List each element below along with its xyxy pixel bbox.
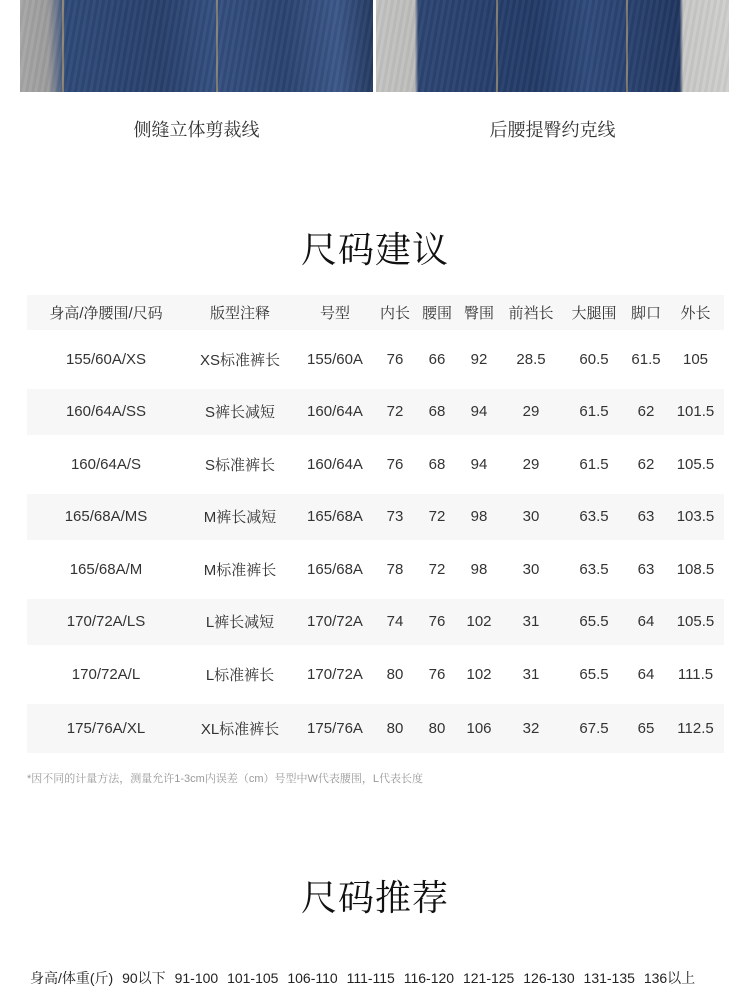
- table-cell: 80: [375, 648, 415, 701]
- column-header: 大腿围: [563, 295, 625, 333]
- table-cell: 62: [625, 386, 667, 439]
- table-cell: 74: [375, 596, 415, 649]
- column-header: 121-125: [462, 970, 515, 986]
- table-cell: 170/72A: [295, 648, 375, 701]
- column-header: 外长: [667, 295, 724, 333]
- table-cell: 29: [499, 438, 563, 491]
- table-cell: 30: [499, 491, 563, 544]
- table-cell: 72: [375, 386, 415, 439]
- table-cell: S标准裤长: [185, 438, 295, 491]
- table-row: [27, 438, 724, 491]
- table-cell: 111.5: [667, 648, 724, 701]
- table-cell: 63.5: [563, 491, 625, 544]
- table-cell: 28.5: [499, 333, 563, 386]
- table-cell: 78: [375, 543, 415, 596]
- table-cell: 92: [459, 333, 499, 386]
- table-cell: 106: [459, 701, 499, 754]
- column-header: 101-105: [227, 970, 279, 986]
- size-chart-table: [27, 295, 724, 753]
- table-cell: 65.5: [563, 596, 625, 649]
- table-cell: 160/64A: [295, 438, 375, 491]
- table-cell: 170/72A: [295, 596, 375, 649]
- table-cell: 175/76A/XL: [27, 701, 185, 754]
- table-cell: 64: [625, 596, 667, 649]
- table-cell: 94: [459, 386, 499, 439]
- table-cell: 98: [459, 543, 499, 596]
- table-cell: 105: [667, 333, 724, 386]
- column-header: 腰围: [415, 295, 459, 333]
- table-cell: 165/68A: [295, 491, 375, 544]
- table-cell: 63.5: [563, 543, 625, 596]
- column-header: 91-100: [174, 970, 219, 986]
- table-cell: 76: [415, 596, 459, 649]
- denim-texture: [20, 0, 373, 92]
- photo-caption-left: 侧缝立体剪裁线: [133, 120, 260, 140]
- column-header: 内长: [375, 295, 415, 333]
- photo-caption-right: 后腰提臀约克线: [489, 120, 616, 140]
- table-cell: 165/68A/MS: [27, 491, 185, 544]
- table-cell: 103.5: [667, 491, 724, 544]
- column-header: 版型注释: [185, 295, 295, 333]
- table-cell: 32: [499, 701, 563, 754]
- table-cell: 102: [459, 596, 499, 649]
- column-header: 身高/体重(斤): [30, 970, 114, 986]
- measurement-note: *因不同的计量方法，测量允许1-3cm内误差（cm）号型中W代表腰围，L代表长度: [27, 773, 424, 785]
- table-cell: 76: [375, 438, 415, 491]
- table-cell: 63: [625, 491, 667, 544]
- table-cell: 170/72A/L: [27, 648, 185, 701]
- table-cell: 170/72A/LS: [27, 596, 185, 649]
- table-cell: 105.5: [667, 438, 724, 491]
- table-cell: 80: [415, 701, 459, 754]
- column-header: 126-130: [523, 970, 575, 986]
- table-cell: 60.5: [563, 333, 625, 386]
- table-cell: 165/68A/M: [27, 543, 185, 596]
- table-cell: 68: [415, 386, 459, 439]
- table-row: [27, 333, 724, 386]
- column-header: 号型: [295, 295, 375, 333]
- table-cell: 108.5: [667, 543, 724, 596]
- table-cell: XL标准裤长: [185, 701, 295, 754]
- back-yoke-photo: [376, 0, 729, 92]
- column-header: 臀围: [459, 295, 499, 333]
- table-cell: 63: [625, 543, 667, 596]
- table-cell: 65.5: [563, 648, 625, 701]
- table-row: [27, 701, 724, 754]
- table-cell: 165/68A: [295, 543, 375, 596]
- table-cell: 72: [415, 491, 459, 544]
- table-cell: 102: [459, 648, 499, 701]
- denim-texture: [376, 0, 729, 92]
- table-cell: 155/60A: [295, 333, 375, 386]
- size-chart-header-row: [27, 295, 724, 333]
- table-row: [27, 648, 724, 701]
- table-cell: 62: [625, 438, 667, 491]
- table-cell: 175/76A: [295, 701, 375, 754]
- side-seam-photo: [20, 0, 373, 92]
- table-cell: 160/64A/S: [27, 438, 185, 491]
- table-cell: 66: [415, 333, 459, 386]
- table-cell: 155/60A/XS: [27, 333, 185, 386]
- column-header: 131-135: [583, 970, 635, 986]
- table-cell: 64: [625, 648, 667, 701]
- table-cell: 68: [415, 438, 459, 491]
- table-cell: 105.5: [667, 596, 724, 649]
- table-cell: M裤长减短: [185, 491, 295, 544]
- product-detail-photos: [0, 0, 750, 93]
- column-header: 116-120: [403, 970, 455, 986]
- table-cell: 101.5: [667, 386, 724, 439]
- table-cell: 80: [375, 701, 415, 754]
- table-cell: 72: [415, 543, 459, 596]
- table-cell: 76: [375, 333, 415, 386]
- table-cell: 94: [459, 438, 499, 491]
- column-header: 136以上: [643, 970, 696, 986]
- table-cell: 61.5: [625, 333, 667, 386]
- table-row: [27, 386, 724, 439]
- table-cell: L裤长减短: [185, 596, 295, 649]
- table-cell: 73: [375, 491, 415, 544]
- table-cell: 65: [625, 701, 667, 754]
- table-cell: 160/64A: [295, 386, 375, 439]
- table-cell: 61.5: [563, 386, 625, 439]
- column-header: 106-110: [287, 970, 338, 986]
- recommendation-header-row: [30, 968, 730, 988]
- table-cell: 61.5: [563, 438, 625, 491]
- table-cell: 160/64A/SS: [27, 386, 185, 439]
- table-cell: S裤长减短: [185, 386, 295, 439]
- size-recommendation-title: 尺码推荐: [300, 877, 449, 918]
- column-header: 111-115: [346, 970, 395, 986]
- table-cell: L标准裤长: [185, 648, 295, 701]
- table-cell: 30: [499, 543, 563, 596]
- column-header: 脚口: [625, 295, 667, 333]
- column-header: 前裆长: [499, 295, 563, 333]
- size-suggestion-title: 尺码建议: [300, 229, 449, 270]
- table-row: [27, 543, 724, 596]
- table-cell: 67.5: [563, 701, 625, 754]
- table-row: [27, 596, 724, 649]
- table-row: [27, 491, 724, 544]
- table-cell: 76: [415, 648, 459, 701]
- column-header: 身高/净腰围/尺码: [27, 295, 185, 333]
- table-cell: M标准裤长: [185, 543, 295, 596]
- table-cell: 31: [499, 596, 563, 649]
- table-cell: 31: [499, 648, 563, 701]
- table-cell: 98: [459, 491, 499, 544]
- table-cell: 29: [499, 386, 563, 439]
- column-header: 90以下: [122, 970, 166, 986]
- table-cell: 112.5: [667, 701, 724, 754]
- table-cell: XS标准裤长: [185, 333, 295, 386]
